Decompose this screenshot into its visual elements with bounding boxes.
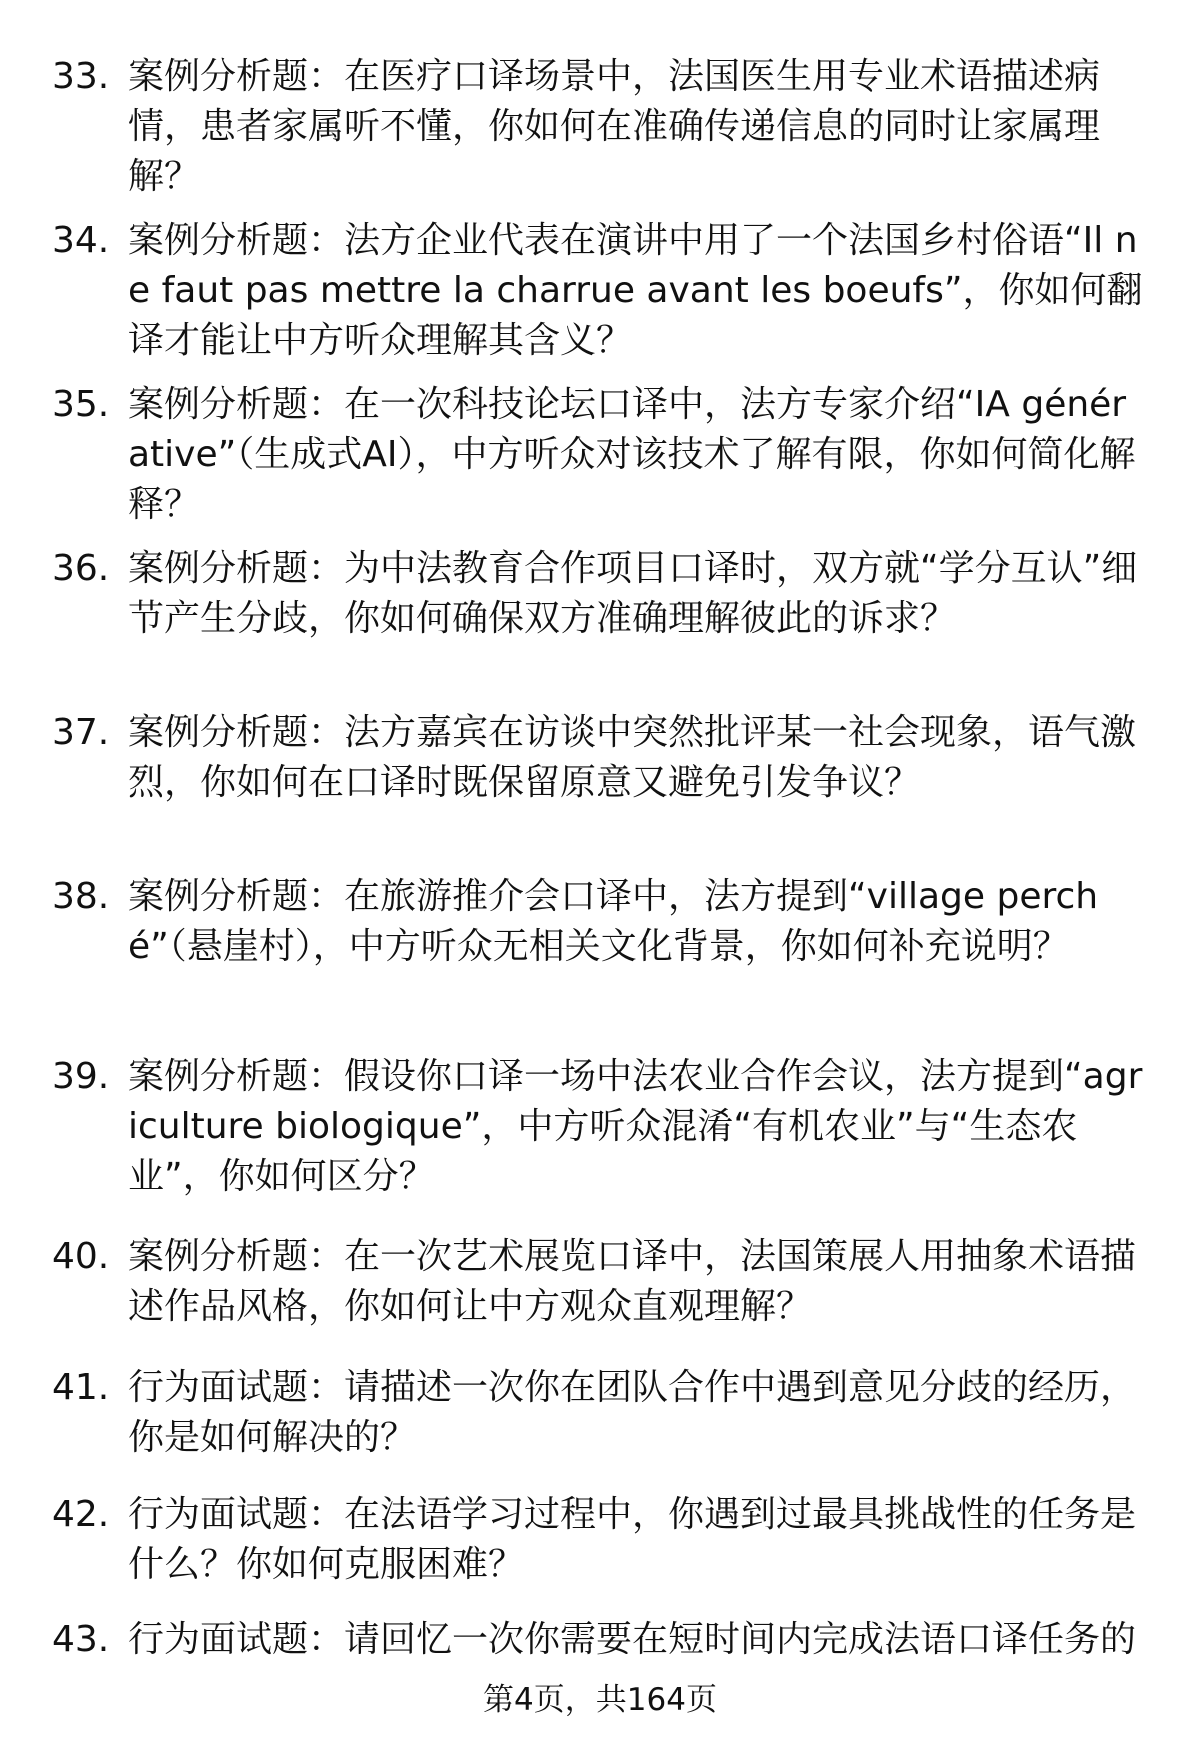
question-number: 41. [52, 1367, 110, 1408]
question-number: 39. [52, 1056, 110, 1097]
question-number: 40. [52, 1236, 110, 1277]
question-number: 38. [52, 876, 110, 917]
question-text: 案例分析题：在医疗口译场景中，法国医生用专业术语描述病情，患者家属听不懂，你如何在准确传递信息的同时让家属理解？ [128, 56, 1101, 197]
question-number: 36. [52, 548, 110, 589]
question-text: 案例分析题：在一次科技论坛口译中，法方专家介绍“IA générative”（生成式AI），中方听众对该技术了解有限，你如何简化解释？ [128, 384, 1136, 525]
question-number: 34. [52, 220, 110, 261]
question-text: 案例分析题：法方企业代表在演讲中用了一个法国乡村俗语“Il ne faut pas mettre la charrue avant les boeufs”，你如何翻译才能让中方听众理解其含义？ [128, 220, 1143, 361]
question-text: 案例分析题：在一次艺术展览口译中，法国策展人用抽象术语描述作品风格，你如何让中方观众直观理解？ [128, 1236, 1137, 1327]
question-text: 案例分析题：假设你口译一场中法农业合作会议，法方提到“agriculture biologique”，中方听众混淆“有机农业”与“生态农业”，你如何区分？ [128, 1056, 1143, 1197]
question-text: 案例分析题：在旅游推介会口译中，法方提到“village perché”（悬崖村），中方听众无相关文化背景，你如何补充说明？ [128, 876, 1099, 967]
question-text: 行为面试题：请描述一次你在团队合作中遇到意见分歧的经历，你是如何解决的？ [128, 1367, 1137, 1458]
question-number: 37. [52, 712, 110, 753]
question-number: 42. [52, 1494, 110, 1535]
question-text: 行为面试题：请回忆一次你需要在短时间内完成法语口译任务的 [128, 1619, 1137, 1660]
page-footer: 第4页，共164页 [483, 1682, 717, 1718]
question-text: 行为面试题：在法语学习过程中，你遇到过最具挑战性的任务是什么？你如何克服困难？ [128, 1494, 1137, 1585]
question-number: 33. [52, 56, 110, 97]
question-number: 35. [52, 384, 110, 425]
question-text: 案例分析题：为中法教育合作项目口译时，双方就“学分互认”细节产生分歧，你如何确保双方准确理解彼此的诉求？ [128, 548, 1138, 639]
question-number: 43. [52, 1619, 110, 1660]
question-text: 案例分析题：法方嘉宾在访谈中突然批评某一社会现象，语气激烈，你如何在口译时既保留原意又避免引发争议？ [128, 712, 1137, 803]
